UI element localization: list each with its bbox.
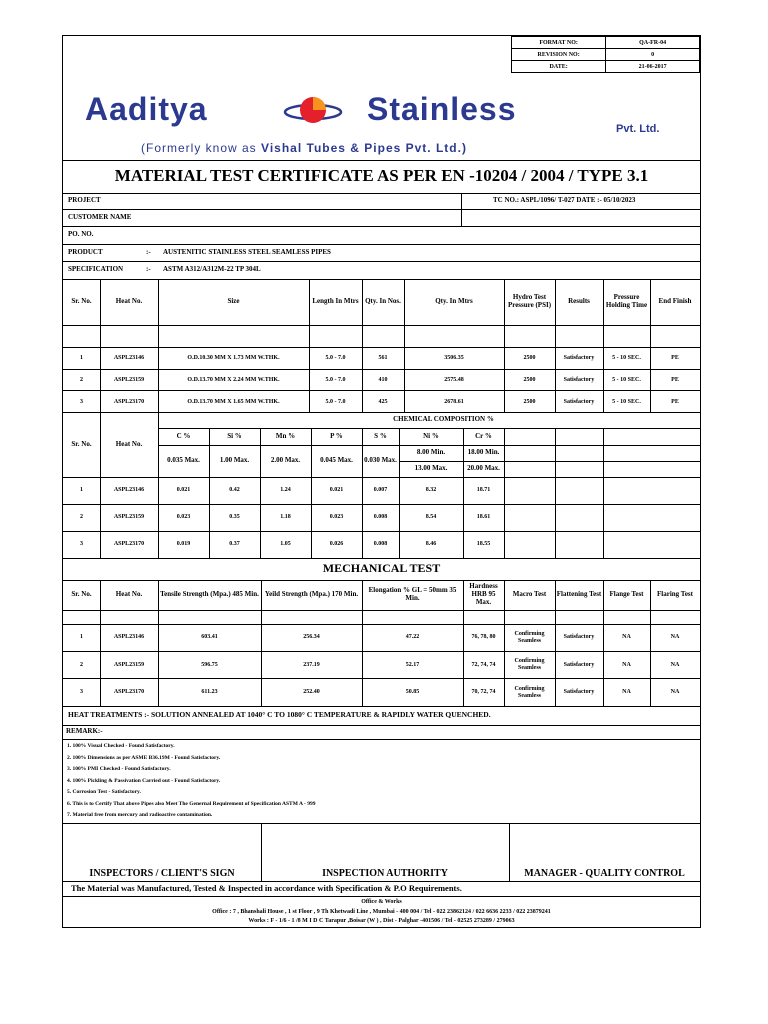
mech-row-3-col-6: 70, 72, 74 xyxy=(471,689,496,696)
remark-item: 6. This is to Certify That above Pipes also Meet The Genernal Requirement of Specification ASTM A - 999 xyxy=(67,800,316,807)
chem-title: CHEMICAL COMPOSITION % xyxy=(393,415,494,424)
size-row-3-col-4: 5.0 - 7.0 xyxy=(325,398,346,405)
mech-row-1-col-3: 603.41 xyxy=(201,634,218,641)
remark-item: 7. Material free from mercury and radioactive contamination. xyxy=(67,812,213,818)
po-number-label: PO. NO. xyxy=(68,230,94,239)
mech-header-1: Sr. No. xyxy=(71,590,92,599)
chem-row-2-col-4: 0.35 xyxy=(229,514,240,521)
chem-element-7: Cr % xyxy=(475,431,492,440)
product-value: AUSTENITIC STAINLESS STEEL SEAMLESS PIPES xyxy=(163,247,331,256)
works-address: Works : F - 1/6 - 1 /8 M I D C Tarapur ,Boisar (W ) , Dist - Palghar -401506 / Tel - 02525 273289 / 279063 xyxy=(248,917,515,924)
size-header-3: Size xyxy=(227,297,240,306)
revision-value: 0 xyxy=(606,49,700,61)
format-value: QA-FR-04 xyxy=(606,37,700,49)
size-row-3-col-3: O.D.13.70 MM X 1.65 MM W.THK. xyxy=(187,398,280,405)
chem-limit-4: 0.045 Max. xyxy=(320,456,353,465)
mech-row-3-col-10: NA xyxy=(670,689,680,696)
size-header-1: Sr. No. xyxy=(71,297,92,306)
chem-row-3-col-2: ASPL23170 xyxy=(113,541,145,548)
size-row-1-col-2: ASPL23146 xyxy=(113,354,145,361)
size-row-1-col-6: 3506.35 xyxy=(444,354,464,361)
size-row-1-col-8: Satisfactory xyxy=(563,354,595,361)
chem-row-1-col-8: 8.32 xyxy=(425,487,437,494)
chem-row-3-col-5: 1.05 xyxy=(280,541,291,548)
size-row-2-col-9: 5 - 10 SEC. xyxy=(612,376,641,383)
compliance-statement: The Material was Manufactured, Tested & Inspected in accordance with Specification & P.O Requirements. xyxy=(71,882,462,893)
office-address: Office : 7 , Bhanshali House , 1 st Floor , 9 Th Khetwadi Line , Mumbai - 400 004 / Tel - 022 23862124 / 022 6636 2233 / 022 23879241 xyxy=(212,908,551,915)
chem-row-2-col-2: ASPL23159 xyxy=(113,514,145,521)
product-separator: :- xyxy=(146,247,151,256)
certificate-sheet xyxy=(62,35,701,928)
size-row-3-col-10: PE xyxy=(671,398,679,405)
size-header-7: Hydro Test Pressure (PSI) xyxy=(507,293,552,309)
specification-value: ASTM A312/A312M-22 TP 304L xyxy=(163,265,261,274)
size-row-2-col-2: ASPL23159 xyxy=(113,376,145,383)
customer-name-label: CUSTOMER NAME xyxy=(68,212,132,221)
size-row-2-col-8: Satisfactory xyxy=(563,376,595,383)
formerly-known-line xyxy=(141,141,467,155)
mech-row-3-col-9: NA xyxy=(622,689,631,696)
mech-header-10: Flaring Test xyxy=(657,590,693,599)
size-row-3-col-8: Satisfactory xyxy=(563,398,595,405)
remark-item: 4. 100% Pickling & Passivation Carried out - Found Satisfactory. xyxy=(67,777,221,784)
size-row-3-col-5: 425 xyxy=(378,398,388,405)
date-value: 21-06-2017 xyxy=(606,61,700,73)
chem-row-2-col-9: 18.61 xyxy=(476,514,491,521)
size-row-1-col-9: 5 - 10 SEC. xyxy=(612,354,641,361)
document-control-box xyxy=(511,36,700,73)
size-row-1-col-10: PE xyxy=(671,354,679,361)
remark-item: 3. 100% PMI Checked - Found Satisfactory. xyxy=(67,766,171,772)
size-row-1-col-7: 2500 xyxy=(523,354,536,361)
size-row-1-col-5: 561 xyxy=(378,354,388,361)
mech-row-3-col-2: ASPL23170 xyxy=(113,689,145,696)
specification-separator: :- xyxy=(146,265,151,274)
project-label: PROJECT xyxy=(68,196,101,205)
size-header-2: Heat No. xyxy=(115,297,143,306)
mech-row-2-col-4: 237.19 xyxy=(303,661,320,668)
chem-element-2: Si % xyxy=(227,431,242,440)
size-row-2-col-6: 2575.48 xyxy=(444,376,464,383)
mech-row-2-col-10: NA xyxy=(670,661,680,668)
sun-logo-icon xyxy=(283,91,343,133)
company-suffix: Pvt. Ltd. xyxy=(616,123,660,135)
mech-header-7: Macro Test xyxy=(512,590,547,599)
chem-limit-1: 0.035 Max. xyxy=(167,456,200,465)
mech-row-3-col-7: Confirming Seamless xyxy=(514,685,545,699)
ni-max: 13.00 Max. xyxy=(414,464,448,473)
chem-row-3-col-1: 3 xyxy=(80,541,83,548)
chem-element-1: C % xyxy=(176,431,191,440)
size-header-5: Qty. In Nos. xyxy=(365,297,401,306)
chem-row-3-col-3: 0.019 xyxy=(176,541,191,548)
chem-row-2-col-6: 0.023 xyxy=(329,514,344,521)
remarks-list xyxy=(67,741,687,822)
mech-row-1-col-1: 1 xyxy=(80,634,83,641)
mech-row-3-col-1: 3 xyxy=(80,689,83,696)
formerly-name: Vishal Tubes & Pipes Pvt. Ltd.) xyxy=(261,141,467,155)
size-row-3-col-1: 3 xyxy=(80,398,83,405)
mech-header-9: Flange Test xyxy=(609,590,644,599)
size-row-2-col-10: PE xyxy=(671,376,679,383)
chem-row-3-col-8: 8.46 xyxy=(425,541,437,548)
company-logo xyxy=(83,91,683,161)
chem-row-1-col-9: 18.71 xyxy=(476,487,491,494)
mechanical-test-title: MECHANICAL TEST xyxy=(322,561,441,576)
mech-row-1-col-10: NA xyxy=(670,634,680,641)
chem-limit-3: 2.00 Max. xyxy=(270,456,301,465)
cr-max: 20.00 Max. xyxy=(467,464,500,473)
mech-row-2-col-9: NA xyxy=(622,661,631,668)
chem-row-1-col-3: 0.021 xyxy=(176,487,191,494)
chem-row-3-col-7: 0.008 xyxy=(373,541,388,548)
cr-min: 18.00 Min. xyxy=(467,448,500,457)
mech-header-6: Hardness HRB 95 Max. xyxy=(469,582,498,606)
chem-element-5: S % xyxy=(374,431,387,440)
chem-sr-header: Sr. No. xyxy=(71,439,92,448)
mech-row-3-col-3: 611.23 xyxy=(201,689,218,696)
office-works-heading: Office & Works xyxy=(361,898,402,905)
size-header-10: End Finish xyxy=(658,297,692,306)
chem-element-3: Mn % xyxy=(275,431,296,440)
mech-row-1-col-4: 256.34 xyxy=(303,634,320,641)
format-label: FORMAT NO: xyxy=(512,37,606,49)
mech-row-1-col-7: Confirming Seamless xyxy=(514,630,545,644)
mech-row-1-col-9: NA xyxy=(622,634,631,641)
product-label: PRODUCT xyxy=(68,247,103,256)
size-header-8: Results xyxy=(568,297,590,306)
size-row-3-col-7: 2500 xyxy=(523,398,536,405)
mech-row-2-col-7: Confirming Seamless xyxy=(514,658,545,671)
chem-row-2-col-7: 0.008 xyxy=(373,514,388,521)
chem-row-2-col-1: 2 xyxy=(80,514,83,521)
certificate-title: MATERIAL TEST CERTIFICATE AS PER EN -10204 / 2004 / TYPE 3.1 xyxy=(114,166,649,186)
ni-min: 8.00 Min. xyxy=(416,448,446,457)
mech-header-3: Tensile Strength (Mpa.) 485 Min. xyxy=(160,590,259,599)
mech-header-5: Elongation % GL = 50mm 35 Min. xyxy=(368,586,457,602)
mech-row-1-col-2: ASPL23146 xyxy=(113,634,145,641)
inspection-authority-signature: INSPECTION AUTHORITY xyxy=(322,867,448,879)
chem-row-2-col-8: 8.54 xyxy=(425,514,437,521)
remark-item: 2. 100% Dimensions as per ASME B36.19M - Found Satisfactory. xyxy=(67,754,221,761)
chem-element-6: Ni % xyxy=(423,431,439,440)
quality-manager-signature: MANAGER - QUALITY CONTROL xyxy=(524,867,685,879)
mech-row-2-col-3: 596.75 xyxy=(201,661,218,668)
heat-treatment-note: HEAT TREATMENTS :- SOLUTION ANNEALED AT 1040° C TO 1080° C TEMPERATURE & RAPIDLY WATER QUENCHED. xyxy=(68,710,491,720)
mech-row-1-col-8: Satisfactory xyxy=(563,634,595,641)
size-header-4: Length In Mtrs xyxy=(312,297,359,306)
mech-row-2-col-5: 52.17 xyxy=(405,661,420,668)
size-row-2-col-5: 410 xyxy=(378,376,388,383)
chem-heat-header: Heat No. xyxy=(115,439,143,448)
chem-row-1-col-2: ASPL23146 xyxy=(113,487,145,494)
mech-row-2-col-1: 2 xyxy=(80,661,83,668)
chem-row-3-col-6: 0.026 xyxy=(329,541,344,548)
inspector-client-signature: INSPECTORS / CLIENT'S SIGN xyxy=(89,867,235,879)
size-row-1-col-4: 5.0 - 7.0 xyxy=(325,354,346,361)
date-label: DATE: xyxy=(512,61,606,73)
company-name-left: Aaditya xyxy=(85,91,208,127)
remark-item: 5. Corrosion Test - Satisfactory. xyxy=(67,789,141,795)
size-row-2-col-4: 5.0 - 7.0 xyxy=(325,376,346,383)
mech-row-3-col-8: Satisfactory xyxy=(563,689,595,696)
chem-row-3-col-4: 0.37 xyxy=(229,541,240,548)
mech-header-4: Yeild Strength (Mpa.) 170 Min. xyxy=(264,590,359,599)
mech-row-2-col-6: 72, 74, 74 xyxy=(471,661,496,668)
chem-limit-5: 0.030 Max. xyxy=(364,456,397,465)
formerly-prefix: (Formerly know as xyxy=(141,141,257,155)
tc-number: TC NO.: ASPL/1096/ T-027 DATE :- 05/10/2023 xyxy=(493,196,636,205)
mech-row-2-col-8: Satisfactory xyxy=(563,661,595,668)
mech-header-2: Heat No. xyxy=(115,590,143,599)
size-row-3-col-9: 5 - 10 SEC. xyxy=(612,398,641,405)
size-row-2-col-3: O.D.13.70 MM X 2.24 MM W.THK. xyxy=(187,376,280,383)
chem-row-1-col-6: 0.021 xyxy=(329,487,344,494)
mech-row-1-col-5: 47.22 xyxy=(405,634,420,641)
specification-label: SPECIFICATION xyxy=(68,265,124,274)
mech-row-1-col-6: 76, 78, 80 xyxy=(471,634,496,641)
company-name-right: Stainless xyxy=(367,91,517,127)
chem-row-2-col-5: 1.18 xyxy=(280,514,291,521)
mech-row-2-col-2: ASPL23159 xyxy=(113,661,145,668)
mech-row-3-col-4: 252.40 xyxy=(303,689,320,696)
size-row-3-col-6: 2678.61 xyxy=(444,398,464,405)
size-header-9: Pressure Holding Time xyxy=(605,293,648,309)
mech-row-3-col-5: 50.85 xyxy=(405,689,420,696)
size-row-2-col-7: 2500 xyxy=(523,376,536,383)
chem-element-4: P % xyxy=(330,431,343,440)
size-row-3-col-2: ASPL23170 xyxy=(113,398,145,405)
chem-row-1-col-4: 0.42 xyxy=(229,487,240,494)
size-header-6: Qty. In Mtrs xyxy=(435,297,473,306)
chem-row-1-col-7: 0.007 xyxy=(373,487,388,494)
chem-row-2-col-3: 0.023 xyxy=(176,514,191,521)
chem-row-1-col-1: 1 xyxy=(80,487,83,494)
chem-limit-2: 1.00 Max. xyxy=(219,456,250,465)
revision-label: REVISION NO: xyxy=(512,49,606,61)
size-row-1-col-1: 1 xyxy=(80,354,83,361)
size-row-1-col-3: O.D.10.30 MM X 1.73 MM W.THK. xyxy=(187,354,280,361)
size-row-2-col-1: 2 xyxy=(80,376,83,383)
remark-label: REMARK:- xyxy=(66,727,103,736)
remark-item: 1. 100% Visual Checked - Found Satisfactory. xyxy=(67,743,175,749)
chem-row-1-col-5: 1.24 xyxy=(280,487,291,494)
chem-row-3-col-9: 18.55 xyxy=(476,541,491,548)
mech-header-8: Flattening Test xyxy=(556,590,602,599)
